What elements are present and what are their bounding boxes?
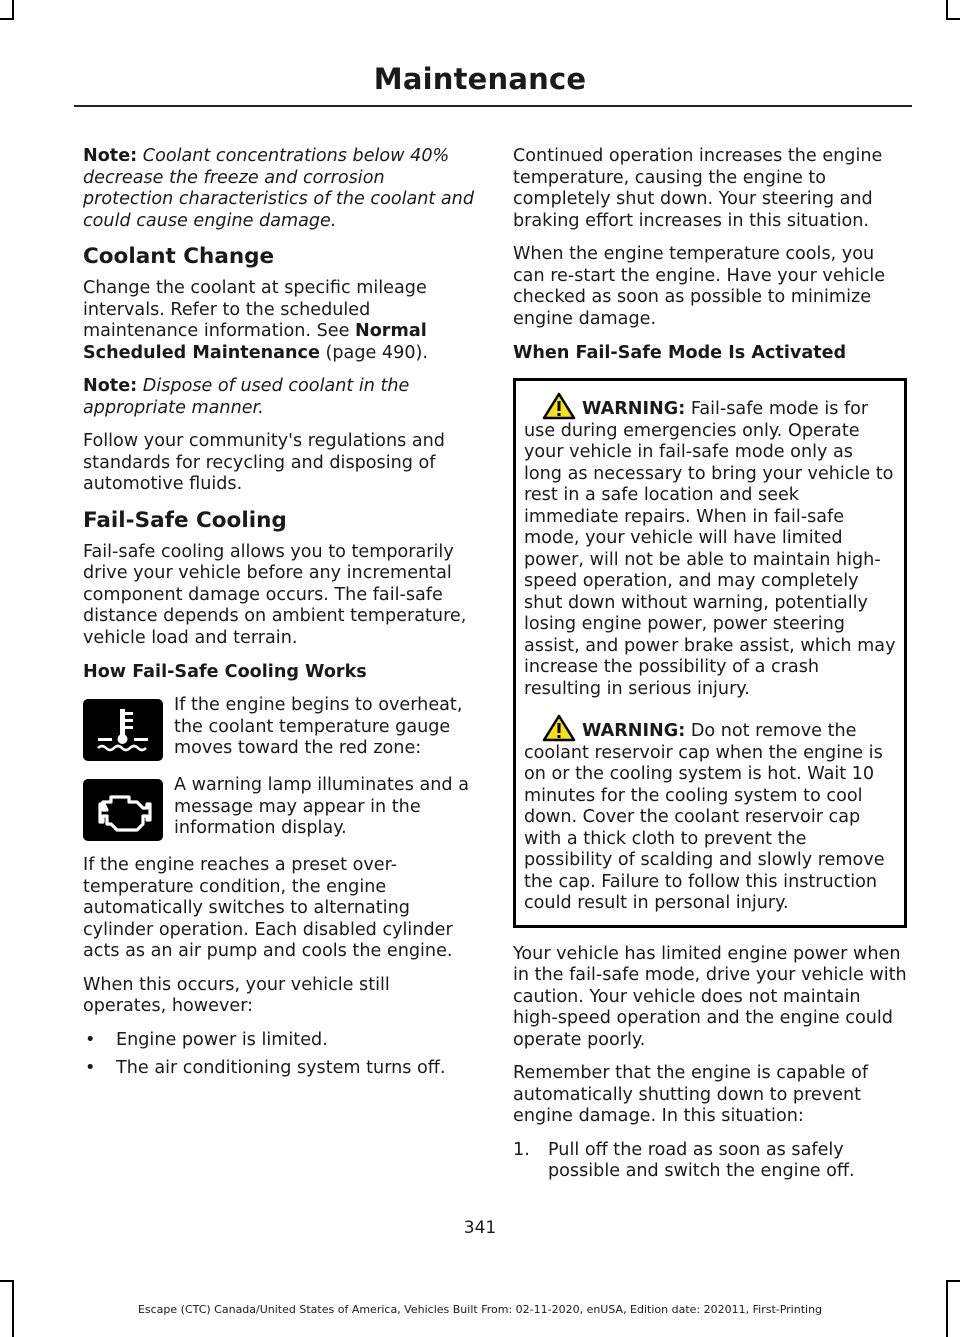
- check-engine-text: A warning lamp illuminates and a message may appear in the information display.: [174, 775, 469, 838]
- heading-how-fail-safe-works: How Fail-Safe Cooling Works: [83, 662, 367, 682]
- warning-2: [524, 714, 896, 915]
- page-title: Maintenance: [373, 62, 587, 96]
- engine-cools-paragraph: When the engine temperature cools, you can re-start the engine. Have your vehicle checked as soon as possible to minimize engine damage.: [513, 244, 886, 329]
- effects-list: [83, 1030, 475, 1080]
- normal-scheduled-maintenance-link[interactable]: Normal Scheduled Maintenance: [83, 321, 427, 363]
- when-occurs-paragraph: When this occurs, your vehicle still operates, however:: [83, 974, 390, 1016]
- crop-mark: [946, 18, 960, 20]
- step-number: 1.: [513, 1139, 530, 1160]
- heading-fail-safe-cooling: Fail-Safe Cooling: [83, 507, 287, 533]
- warning-triangle-icon: [542, 392, 576, 420]
- page-number: 341: [463, 1218, 497, 1238]
- left-column: [83, 146, 475, 1087]
- check-engine-icon: [83, 779, 163, 841]
- heading-fail-safe-activated: When Fail-Safe Mode Is Activated: [513, 343, 847, 363]
- warning-triangle-icon: [542, 714, 576, 742]
- limited-power-paragraph: Your vehicle has limited engine power when in the fail-safe mode, drive your vehicle with caution. Your vehicle does not maintain high-speed operation and the engine could operate poorly.: [513, 943, 907, 1050]
- note-label: Note:: [83, 376, 138, 396]
- coolant-change-text: Change the coolant at specific mileage intervals. Refer to the scheduled maintenance information. See: [83, 278, 427, 341]
- list-item: • The air conditioning system turns off.: [83, 1058, 475, 1080]
- list-item: • Engine power is limited.: [83, 1030, 475, 1052]
- right-column: [513, 146, 907, 1183]
- over-temperature-paragraph: If the engine reaches a preset over-temperature condition, the engine automatically switches to alternating cylinder operation. Each disabled cylinder acts as an air pump and cools the engine.: [83, 855, 453, 961]
- warning-label: WARNING:: [582, 721, 686, 741]
- warning-label: WARNING:: [582, 399, 686, 419]
- continued-operation-paragraph: Continued operation increases the engine temperature, causing the engine to completely shut down. Your steering and braking effort increases in this situation.: [513, 146, 883, 231]
- coolant-temp-row: [83, 695, 475, 761]
- note-dispose: [83, 376, 475, 419]
- warning-1: [524, 392, 896, 700]
- warning-text: Fail-safe mode is for use during emergencies only. Operate your vehicle in fail-safe mode only as long as necessary to bring your vehicle to rest in a safe location and seek immediate repairs. When in fail-safe mode, your vehicle will have limited power, will not be able to maintain high-speed operation, and may completely shut down without warning, potentially losing engine power, power steering assist, and power brake assist, which may increase the possibility of a crash resulting in serious injury.: [524, 399, 896, 699]
- community-paragraph: Follow your community's regulations and standards for recycling and disposing of automotive fluids.: [83, 431, 445, 494]
- crop-mark: [946, 0, 948, 18]
- coolant-temp-text: If the engine begins to overheat, the coolant temperature gauge moves toward the red zone:: [174, 695, 463, 758]
- note-text: Dispose of used coolant in the appropriate manner.: [83, 376, 410, 418]
- footer-text: Escape (CTC) Canada/United States of America, Vehicles Built From: 02-11-2020, enUSA, Edition date: 202011, First-Printing: [137, 1303, 823, 1316]
- note-text: Coolant concentrations below 40% decrease the freeze and corrosion protection characteristics of the coolant and could cause engine damage.: [83, 146, 475, 231]
- step-text: Pull off the road as soon as safely possible and switch the engine off.: [548, 1139, 855, 1181]
- check-engine-row: [83, 775, 475, 841]
- header-divider: [74, 105, 912, 107]
- crop-mark: [0, 1280, 14, 1282]
- steps-list: [513, 1140, 907, 1183]
- list-item: [513, 1140, 907, 1183]
- remember-paragraph: Remember that the engine is capable of automatically shutting down to prevent engine damage. In this situation:: [513, 1063, 869, 1126]
- crop-mark: [0, 18, 14, 20]
- page-reference: (page 490).: [319, 342, 428, 363]
- note-coolant-concentration: [83, 146, 475, 232]
- crop-mark: [12, 0, 14, 18]
- fail-safe-paragraph: Fail-safe cooling allows you to temporarily drive your vehicle before any incremental component damage occurs. The fail-safe distance depends on ambient temperature, vehicle load and terrain.: [83, 541, 467, 648]
- heading-coolant-change: Coolant Change: [83, 244, 275, 269]
- coolant-change-paragraph: [83, 278, 475, 364]
- warning-box: [513, 378, 907, 928]
- coolant-temperature-icon: [83, 699, 163, 761]
- note-label: Note:: [83, 146, 138, 166]
- crop-mark: [946, 1280, 960, 1282]
- warning-text: Do not remove the coolant reservoir cap when the engine is on or the cooling system is hot. Wait 10 minutes for the cooling system to cool down. Cover the coolant reservoir cap with a thick cloth to prevent the possibility of scalding and slowly remove the cap. Failure to follow this instruction could result in personal injury.: [524, 721, 885, 913]
